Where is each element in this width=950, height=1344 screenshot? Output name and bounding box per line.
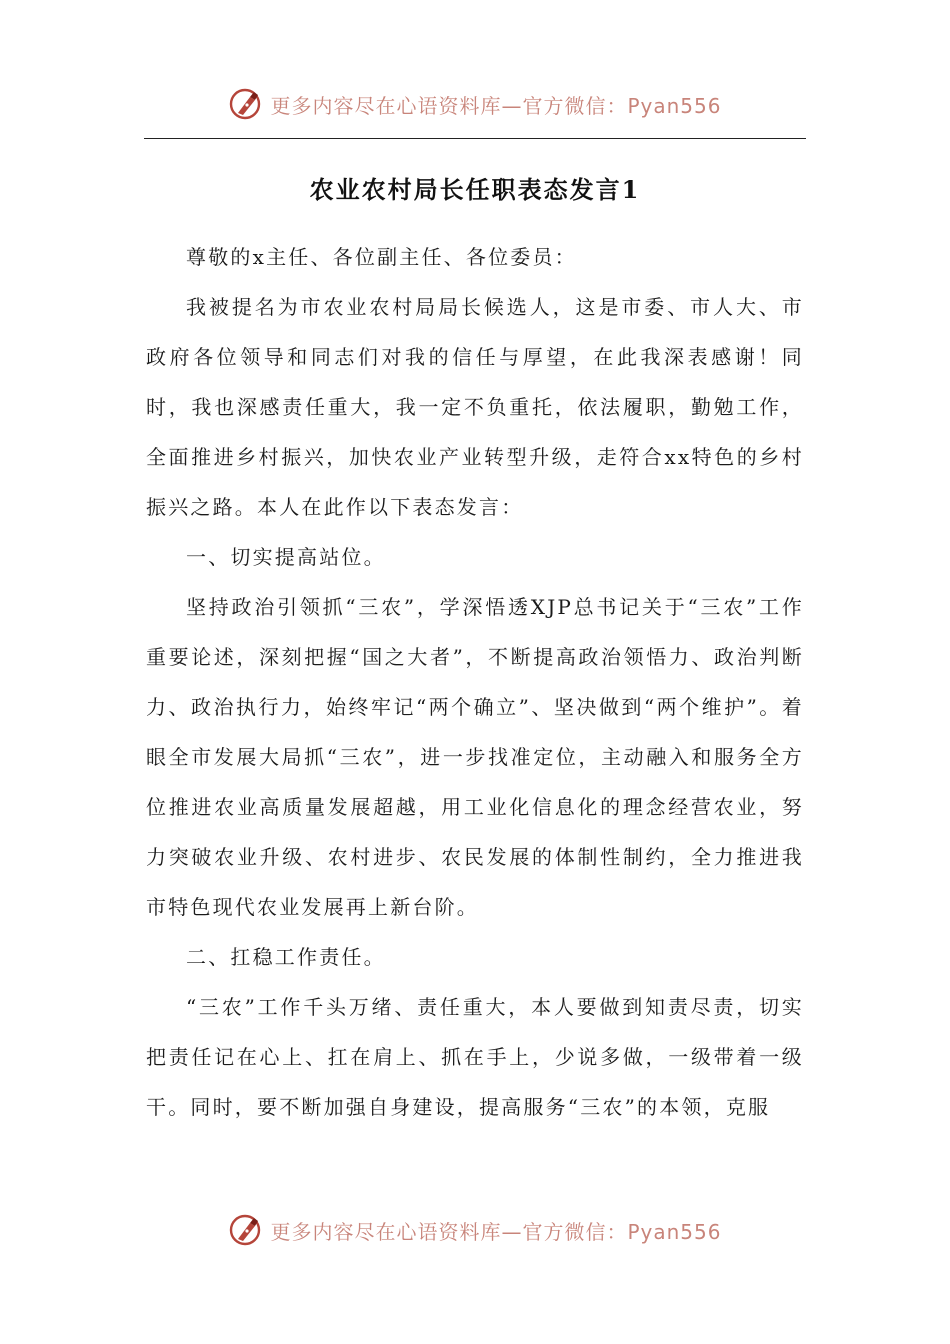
watermark-text: 更多内容尽在心语资料库—官方微信：Pyan556 [270,93,722,118]
footer-watermark [0,1210,950,1250]
intro-paragraph: 我被提名为市农业农村局局长候选人，这是市委、市人大、市政府各位领导和同志们对我的信任与厚望，在此我深表感谢！同时，我也深感责任重大，我一定不负重托，依法履职，勤勉工作，全面推进乡村振兴，加快农业产业转型升级，走符合xx特色的乡村振兴之路。本人在此作以下表态发言： [146,295,804,519]
document-title: 农业农村局长任职表态发言1 [309,175,641,204]
header-watermark [0,84,950,124]
section-2-paragraph: “三农”工作千头万绪、责任重大，本人要做到知责尽责，切实把责任记在心上、扛在肩上、抓在手上，少说多做，一级带着一级干。同时，要不断加强自身建设，提高服务“三农”的本领，克服 [146,995,804,1119]
document-body [146,232,804,1132]
section-1-paragraph: 坚持政治引领抓“三农”，学深悟透XJP总书记关于“三农”工作重要论述，深刻把握“国之大者”，不断提高政治领悟力、政治判断力、政治执行力，始终牢记“两个确立”、坚决做到“两个维护”。着眼全市发展大局抓“三农”，进一步找准定位，主动融入和服务全方位推进农业高质量发展超越，用工业化信息化的理念经营农业，努力突破农业升级、农村进步、农民发展的体制性制约，全力推进我市特色现代农业发展再上新台阶。 [146,595,804,919]
watermark-text: 更多内容尽在心语资料库—官方微信：Pyan556 [270,1219,722,1244]
pen-nib-logo-icon [228,86,264,122]
pen-nib-logo-icon [228,1212,264,1248]
section-heading-1: 一、切实提高站位。 [186,545,386,569]
section-heading-2: 二、扛稳工作责任。 [186,945,386,969]
salutation: 尊敬的x主任、各位副主任、各位委员： [186,245,577,269]
header-divider [144,138,806,139]
